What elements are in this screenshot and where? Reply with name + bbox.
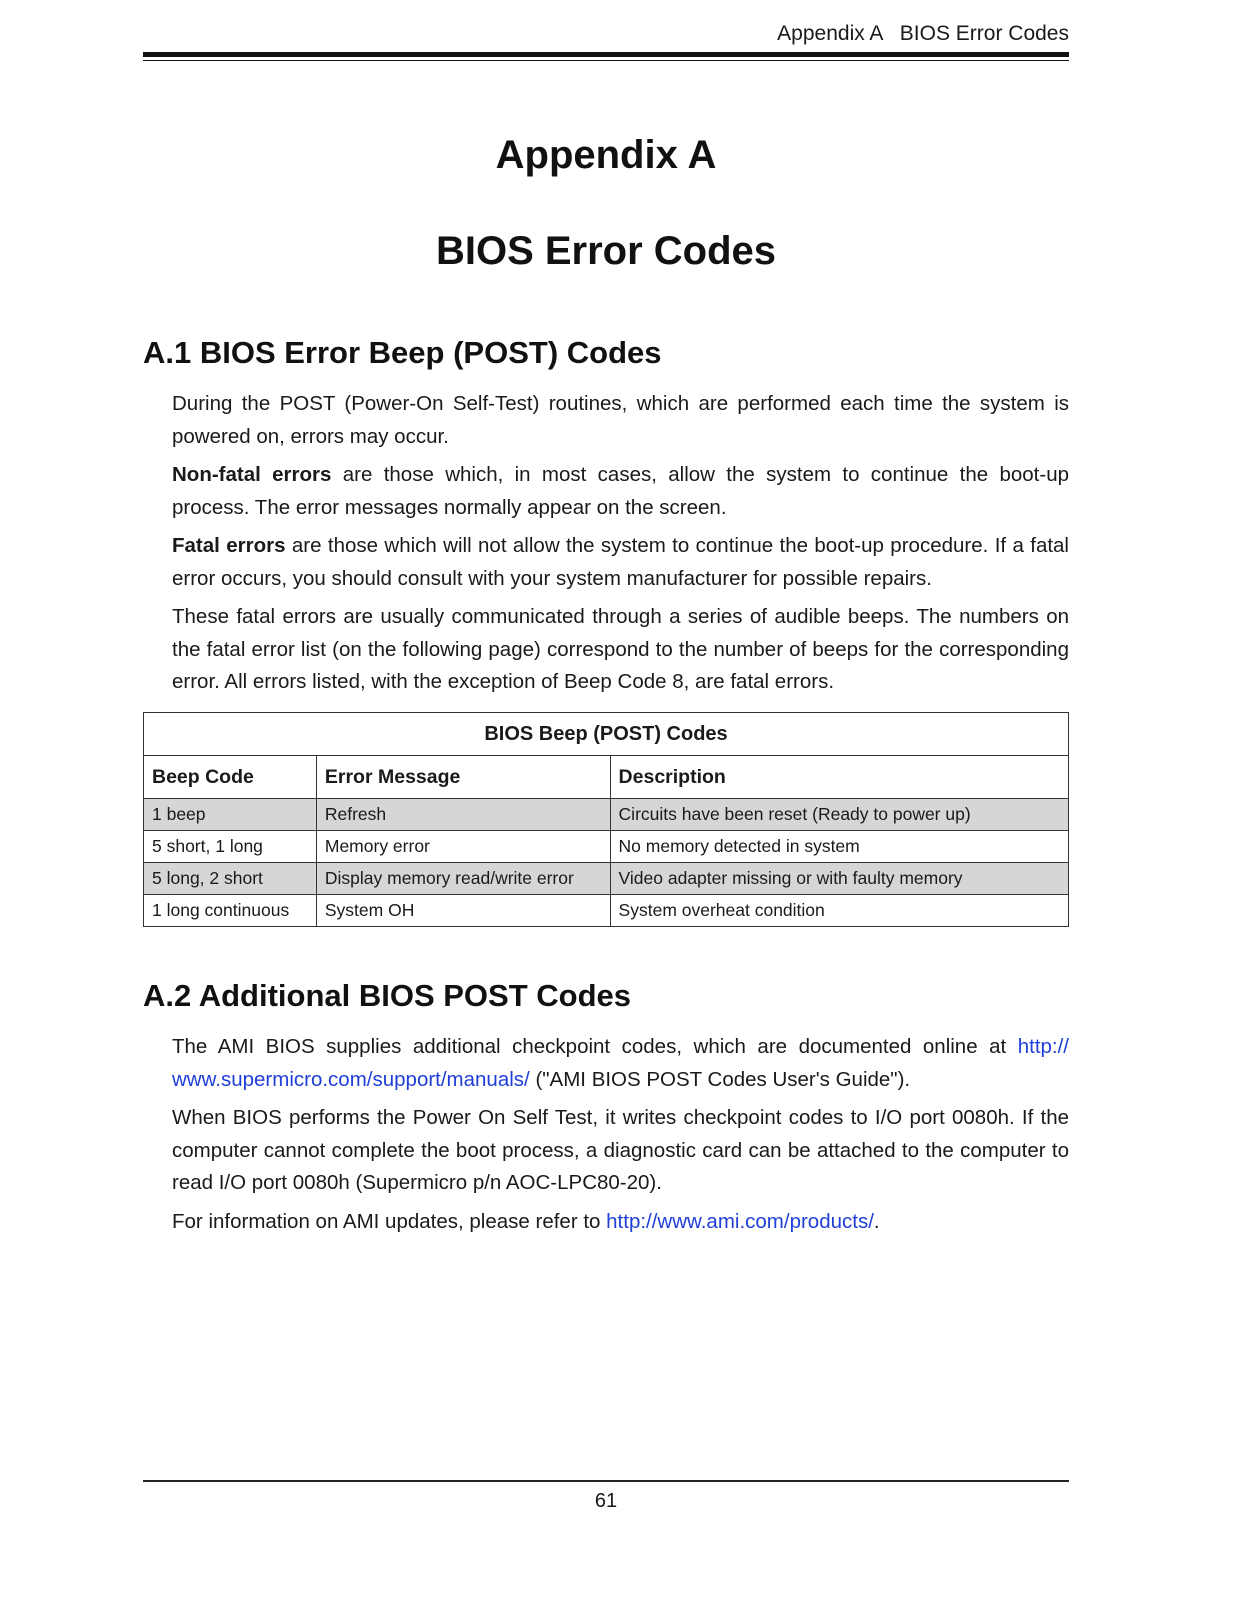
description-cell: Circuits have been reset (Ready to power up) (610, 799, 1068, 831)
table-row (144, 895, 1069, 927)
table-header-row (144, 756, 1069, 799)
beep-code-cell: 1 long continuous (144, 895, 317, 927)
beep-code-cell: 5 short, 1 long (144, 831, 317, 863)
paragraph-non-fatal: Non-fatal errors are those which, in most cases, allow the system to continue the boot-up process. The error messages normally appear on the screen. (172, 463, 1069, 519)
beep-code-cell: 1 beep (144, 799, 317, 831)
error-message-cell: Refresh (316, 799, 610, 831)
column-header-description: Description (610, 756, 1068, 799)
section-a2-heading: A.2 Additional BIOS POST Codes (143, 978, 632, 1013)
error-message-cell: Display memory read/write error (316, 863, 610, 895)
table-row (144, 831, 1069, 863)
non-fatal-term: Non-fatal errors (172, 463, 332, 486)
footer-rule (143, 1480, 1069, 1482)
column-header-beep-code: Beep Code (144, 756, 317, 799)
chapter-title: BIOS Error Codes (435, 229, 777, 273)
running-header: Appendix A BIOS Error Codes (777, 22, 1069, 45)
error-message-cell: Memory error (316, 831, 610, 863)
description-cell: No memory detected in system (610, 831, 1068, 863)
column-header-error-message: Error Message (316, 756, 610, 799)
beep-codes-table (143, 712, 1069, 927)
beep-code-cell: 5 long, 2 short (144, 863, 317, 895)
paragraph-post-intro: During the POST (Power-On Self-Test) routines, which are performed each time the system is powered on, errors may occur. (172, 392, 1069, 448)
section-a1-body (172, 388, 1069, 705)
table-row (144, 863, 1069, 895)
document-page (143, 0, 1069, 1600)
error-message-cell: System OH (316, 895, 610, 927)
table-row (144, 799, 1069, 831)
description-cell: System overheat condition (610, 895, 1068, 927)
ami-products-link[interactable]: http://www.ami.com/products/ (606, 1209, 874, 1233)
section-a1-heading: A.1 BIOS Error Beep (POST) Codes (143, 335, 662, 370)
appendix-title: Appendix A (495, 133, 717, 177)
section-a2-body (172, 1031, 1069, 1244)
paragraph-fatal: Fatal errors are those which will not allow the system to continue the boot-up procedure. If a fatal error occurs, you should consult with your system manufacturer for possible repairs. (172, 534, 1069, 590)
paragraph-beeps: These fatal errors are usually communicated through a series of audible beeps. The numbers on the fatal error list (on the following page) correspond to the number of beeps for the corresponding error. All errors listed, with the exception of Beep Code 8, are fatal errors. (172, 605, 1069, 693)
paragraph-checkpoint-codes: The AMI BIOS supplies additional checkpoint codes, which are documented online at http:// www.supermicro.com/support/manuals/ ("AMI BIOS POST Codes User's Guide"). (172, 1035, 1069, 1091)
table-caption: BIOS Beep (POST) Codes (144, 713, 1069, 756)
page-number: 61 (594, 1490, 618, 1512)
description-cell: Video adapter missing or with faulty memory (610, 863, 1068, 895)
supermicro-manuals-link[interactable]: http:// www.supermicro.com/support/manuals/ (172, 1035, 1069, 1091)
paragraph-ami-updates: For information on AMI updates, please refer to http://www.ami.com/products/. (172, 1209, 880, 1233)
header-rule (143, 52, 1069, 57)
fatal-term: Fatal errors (172, 534, 286, 557)
paragraph-port-0080h: When BIOS performs the Power On Self Test, it writes checkpoint codes to I/O port 0080h. If the computer cannot complete the boot process, a diagnostic card can be attached to the computer to read I/O port 0080h (Supermicro p/n AOC-LPC80-20). (172, 1106, 1069, 1194)
header-rule-thin (143, 60, 1069, 61)
